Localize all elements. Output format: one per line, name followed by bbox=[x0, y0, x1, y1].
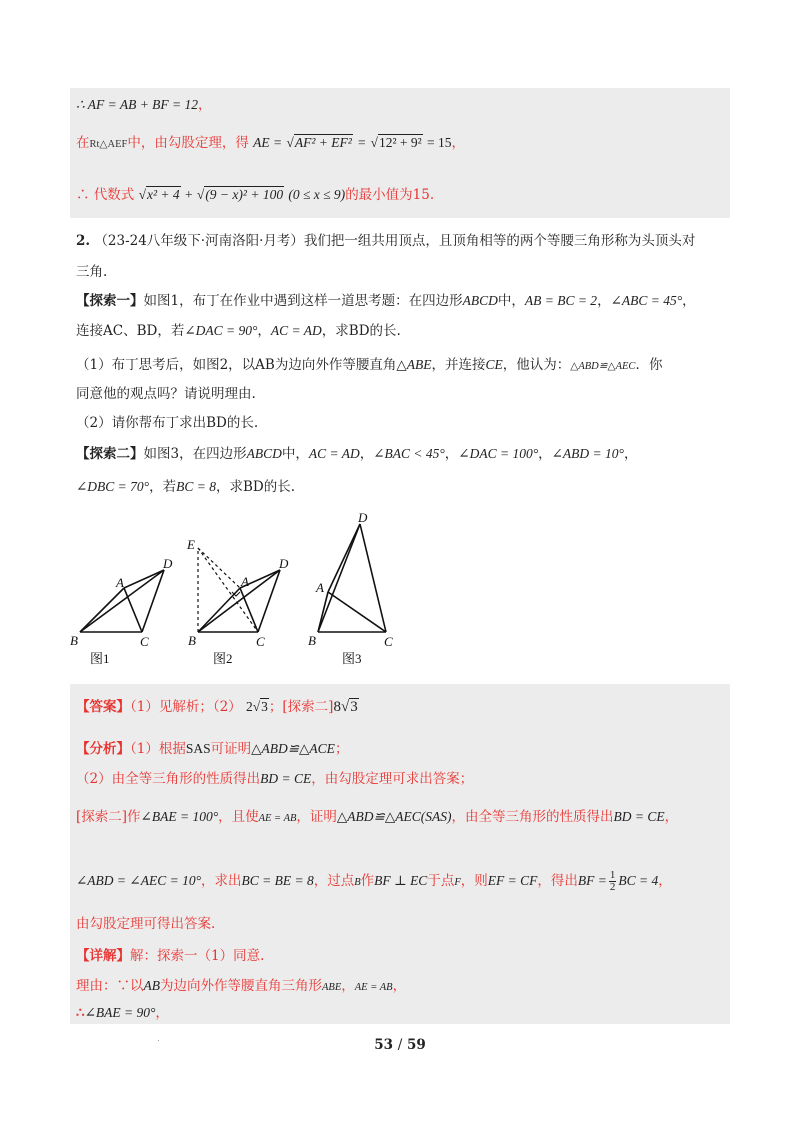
condition: (0 ≤ x ≤ 9) bbox=[288, 187, 346, 202]
answer-analysis-block bbox=[70, 684, 730, 1024]
explore2-line-1: 【探索二】如图3，在四边形ABCD中，AC = AD，∠BAC < 45°，∠DAC = 100°，∠ABD = 10°， bbox=[76, 446, 638, 462]
explore1-tag: 【探索一】 bbox=[76, 293, 144, 309]
detail-line-1: 【详解】解：探索一（1）同意. bbox=[76, 948, 265, 964]
radical-af-ef: AF² + EF² bbox=[294, 135, 352, 150]
fig1-label-c: C bbox=[140, 634, 149, 649]
total-pages: 59 bbox=[406, 1037, 426, 1053]
detail-line-2: 理由：∵以AB为边向外作等腰直角三角形ABE，AE = AB， bbox=[76, 978, 407, 994]
fig2-label-b: B bbox=[188, 633, 196, 648]
solution-line-1: ∴ AF = AB + BF = 12， bbox=[76, 97, 212, 113]
problem-stem-line-1: 2. （23-24八年级下·河南洛阳·月考）我们把一组共用顶点，且顶角相等的两个等腰三角形称为头顶头对 bbox=[76, 233, 696, 249]
figure-3-caption: 图3 bbox=[342, 651, 362, 666]
solution-line-2: 在Rt△AEF中，由勾股定理，得 AE = √AF² + EF² = √12² + 9² = 15， bbox=[76, 135, 465, 151]
answer-line: 【答案】（1）见解析；（2） 2√3；[探索二]8√3 bbox=[76, 699, 358, 715]
answer-tag: 【答案】 bbox=[76, 699, 130, 715]
analysis-line-2: （2）由全等三角形的性质得出BD = CE，由勾股定理可求出答案； bbox=[76, 771, 474, 787]
explore1-line-1: 【探索一】如图1，布丁在作业中遇到这样一道思考题：在四边形ABCD中，AB = BC = 2，∠ABC = 45°， bbox=[76, 293, 696, 309]
problem-stem-line-2: 三角. bbox=[76, 264, 108, 280]
figure-1-caption: 图1 bbox=[90, 651, 110, 666]
triangle-aef: Rt△AEF bbox=[89, 139, 128, 150]
fraction-one-half: $\frac{1}{2}$ bbox=[609, 869, 616, 893]
detail-tag: 【详解】 bbox=[76, 948, 130, 964]
radical-9-x: (9 − x)² + 100 bbox=[205, 187, 284, 202]
fig1-label-d: D bbox=[163, 556, 173, 571]
problem-number: 2. bbox=[76, 233, 91, 249]
fig1-label-b: B bbox=[70, 633, 78, 648]
problem-source: （23-24八年级下·河南洛阳·月考） bbox=[94, 233, 304, 249]
question-2: （2）请你帮布丁求出BD的长. bbox=[76, 415, 259, 431]
analysis-tag: 【分析】 bbox=[76, 741, 130, 757]
detail-line-3: ∴∠BAE = 90°， bbox=[76, 1005, 169, 1021]
explore2-line-2: ∠DBC = 70°，若BC = 8，求BD的长. bbox=[76, 479, 295, 495]
fig3-label-b: B bbox=[308, 633, 316, 648]
fig2-label-d: D bbox=[279, 556, 289, 571]
footer-dot: . bbox=[157, 1034, 160, 1044]
explore1-line-2: 连接AC、BD，若∠DAC = 90°，AC = AD，求BD的长. bbox=[76, 323, 401, 339]
fig1-label-a: A bbox=[116, 575, 124, 590]
fig3-label-c: C bbox=[384, 634, 393, 649]
equation-af: ∴ AF = AB + BF = 12 bbox=[76, 97, 199, 112]
radical-x: x² + 4 bbox=[147, 187, 180, 202]
fig3-label-a: A bbox=[316, 580, 324, 595]
current-page: 53 bbox=[374, 1037, 394, 1053]
answer-value-1: 3 bbox=[261, 699, 268, 714]
geometry-figures bbox=[60, 508, 400, 668]
analysis-line-5: 由勾股定理可得出答案. bbox=[76, 916, 216, 932]
figure-3 bbox=[318, 524, 386, 632]
answer-value-2: 3 bbox=[350, 699, 358, 715]
figure-2-caption: 图2 bbox=[213, 651, 233, 666]
fig3-label-d: D bbox=[358, 510, 368, 525]
fig2-label-c: C bbox=[256, 634, 265, 649]
question-1-line-1: （1）布丁思考后，如图2，以AB为边向外作等腰直角△ABE，并连接CE，他认为：△ABD≌△AEC．你 bbox=[76, 357, 663, 373]
figure-2 bbox=[198, 548, 280, 632]
fig2-label-a: A bbox=[241, 574, 249, 589]
explore2-tag: 【探索二】 bbox=[76, 446, 144, 462]
question-1-line-2: 同意他的观点吗？请说明理由. bbox=[76, 386, 256, 402]
solution-line-3: ∴ 代数式 √x² + 4 + √(9 − x)² + 100 (0 ≤ x ≤ 9)的最小值为15. bbox=[76, 187, 435, 203]
page-number: 53 / 59 bbox=[374, 1037, 426, 1053]
fig2-label-e: E bbox=[187, 537, 195, 552]
analysis-line-3: [探索二]作∠BAE = 100°，且使AE = AB，证明△ABD≌△AEC(SAS)，由全等三角形的性质得出BD = CE， bbox=[76, 809, 679, 825]
analysis-line-1: 【分析】（1）根据SAS可证明△ABD≌△ACE； bbox=[76, 741, 349, 757]
analysis-line-4: ∠ABD = ∠AEC = 10°，求出BC = BE = 8，过点B作BF ⊥ EC于点F，则EF = CF，得出BF = $\frac{1}{2}$ BC = 4， bbox=[76, 869, 672, 893]
radical-12-9: 12² + 9² bbox=[378, 135, 422, 150]
